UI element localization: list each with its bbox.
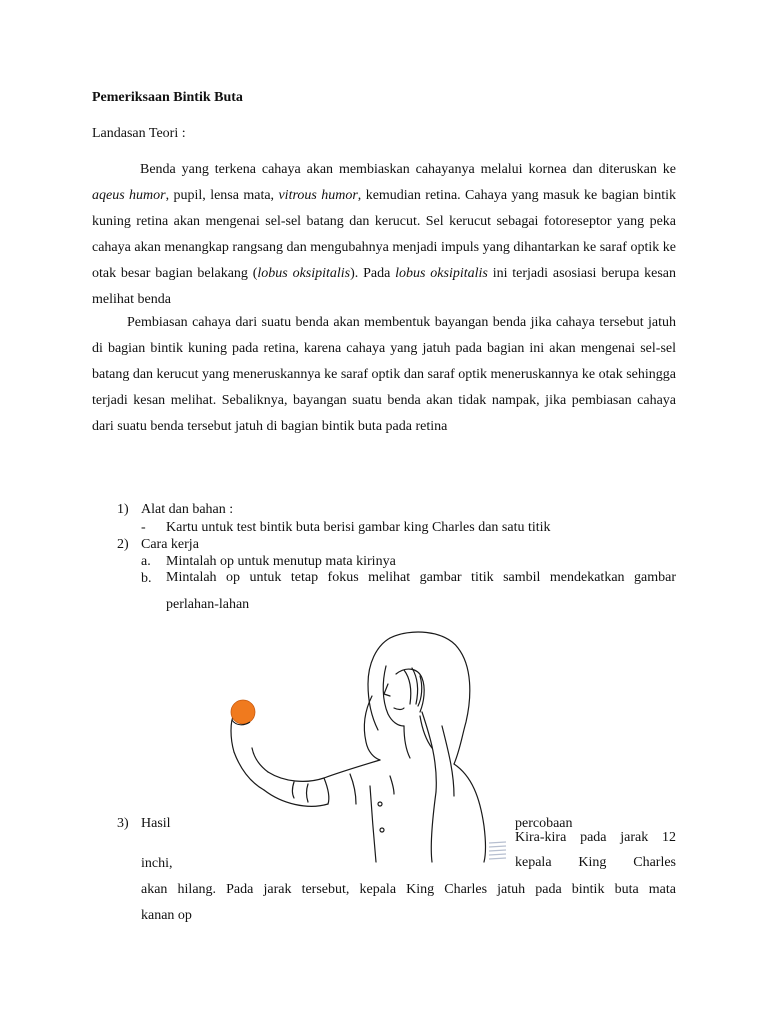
italic-term: lobus oksipitalis — [257, 266, 351, 281]
result-word-hasil: Hasil — [141, 816, 171, 831]
result-word-percobaan: percobaan — [515, 816, 573, 831]
result-line-5: kanan op — [141, 908, 192, 923]
list-number-3: 3) — [117, 816, 129, 831]
document-title: Pemeriksaan Bintik Buta — [92, 90, 243, 105]
list-step-a: Mintalah op untuk menutup mata kirinya — [166, 554, 396, 569]
result-line-2: Kira-kira pada jarak 12 — [515, 830, 676, 845]
list-number-1: 1) — [117, 502, 129, 517]
blind-spot-test-illustration — [210, 626, 510, 866]
italic-term: lobus oksipitalis — [395, 266, 488, 281]
result-line-4: akan hilang. Pada jarak tersebut, kepala King Charles jatuh pada bintik buta mata — [141, 882, 676, 897]
result-word-inchi: inchi, — [141, 856, 173, 871]
list-bullet: - — [141, 520, 146, 535]
result-line-3-right: kepala King Charles — [515, 855, 676, 870]
paragraph-run: Benda yang terkena cahaya akan membiaskan cahayanya melalui kornea dan diteruskan ke — [140, 162, 676, 177]
scan-artifact — [488, 839, 508, 865]
list-marker-a: a. — [141, 554, 151, 569]
list-label-cara-kerja: Cara kerja — [141, 537, 199, 552]
list-label-alat-dan-bahan: Alat dan bahan : — [141, 502, 234, 517]
paragraph-run: ). Pada — [350, 266, 396, 281]
list-number-2: 2) — [117, 537, 129, 552]
italic-term: vitrous humor — [278, 188, 358, 203]
orange-ball — [231, 700, 255, 724]
list-detail-kartu: Kartu untuk test bintik buta berisi gambar king Charles dan satu titik — [166, 520, 551, 535]
italic-term: aqeus humor — [92, 188, 166, 203]
theory-paragraph-1 — [92, 157, 676, 313]
list-marker-b: b. — [141, 571, 152, 586]
paragraph-run: ini terjadi asosiasi berupa kesan melihat benda — [92, 266, 676, 307]
list-step-b-line2: perlahan-lahan — [166, 597, 250, 612]
paragraph-run: , kemudian retina. Cahaya yang masuk ke bagian bintik kuning retina akan mengenai sel-sel batang dan kerucut. Sel kerucut sebagai fotoreseptor yang peka cahaya akan menangkap rangsang dan mengubahnya menjadi impuls yang dihantarkan ke saraf optik ke otak besar bagian belakang ( — [92, 188, 676, 281]
theory-paragraph-2: Pembiasan cahaya dari suatu benda akan membentuk bayangan benda jika cahaya tersebut jatuh di bagian bintik kuning pada retina, karena cahaya yang jatuh pada bagian ini akan mengenai sel-sel batang dan kerucut yang meneruskannya ke saraf optik dan saraf optik meneruskannya ke otak sehingga terjadi kesan melihat. Sebaliknya, bayangan suatu benda akan tidak nampak, jika pembiasan cahaya dari suatu benda tersebut jatuh di bagian bintik buta pada retina — [92, 315, 676, 434]
paragraph-run: , pupil, lensa mata, — [165, 188, 279, 203]
list-step-b-line1: Mintalah op untuk tetap fokus melihat gambar titik sambil mendekatkan gambar — [166, 570, 676, 585]
section-heading-landasan-teori: Landasan Teori : — [92, 126, 186, 141]
